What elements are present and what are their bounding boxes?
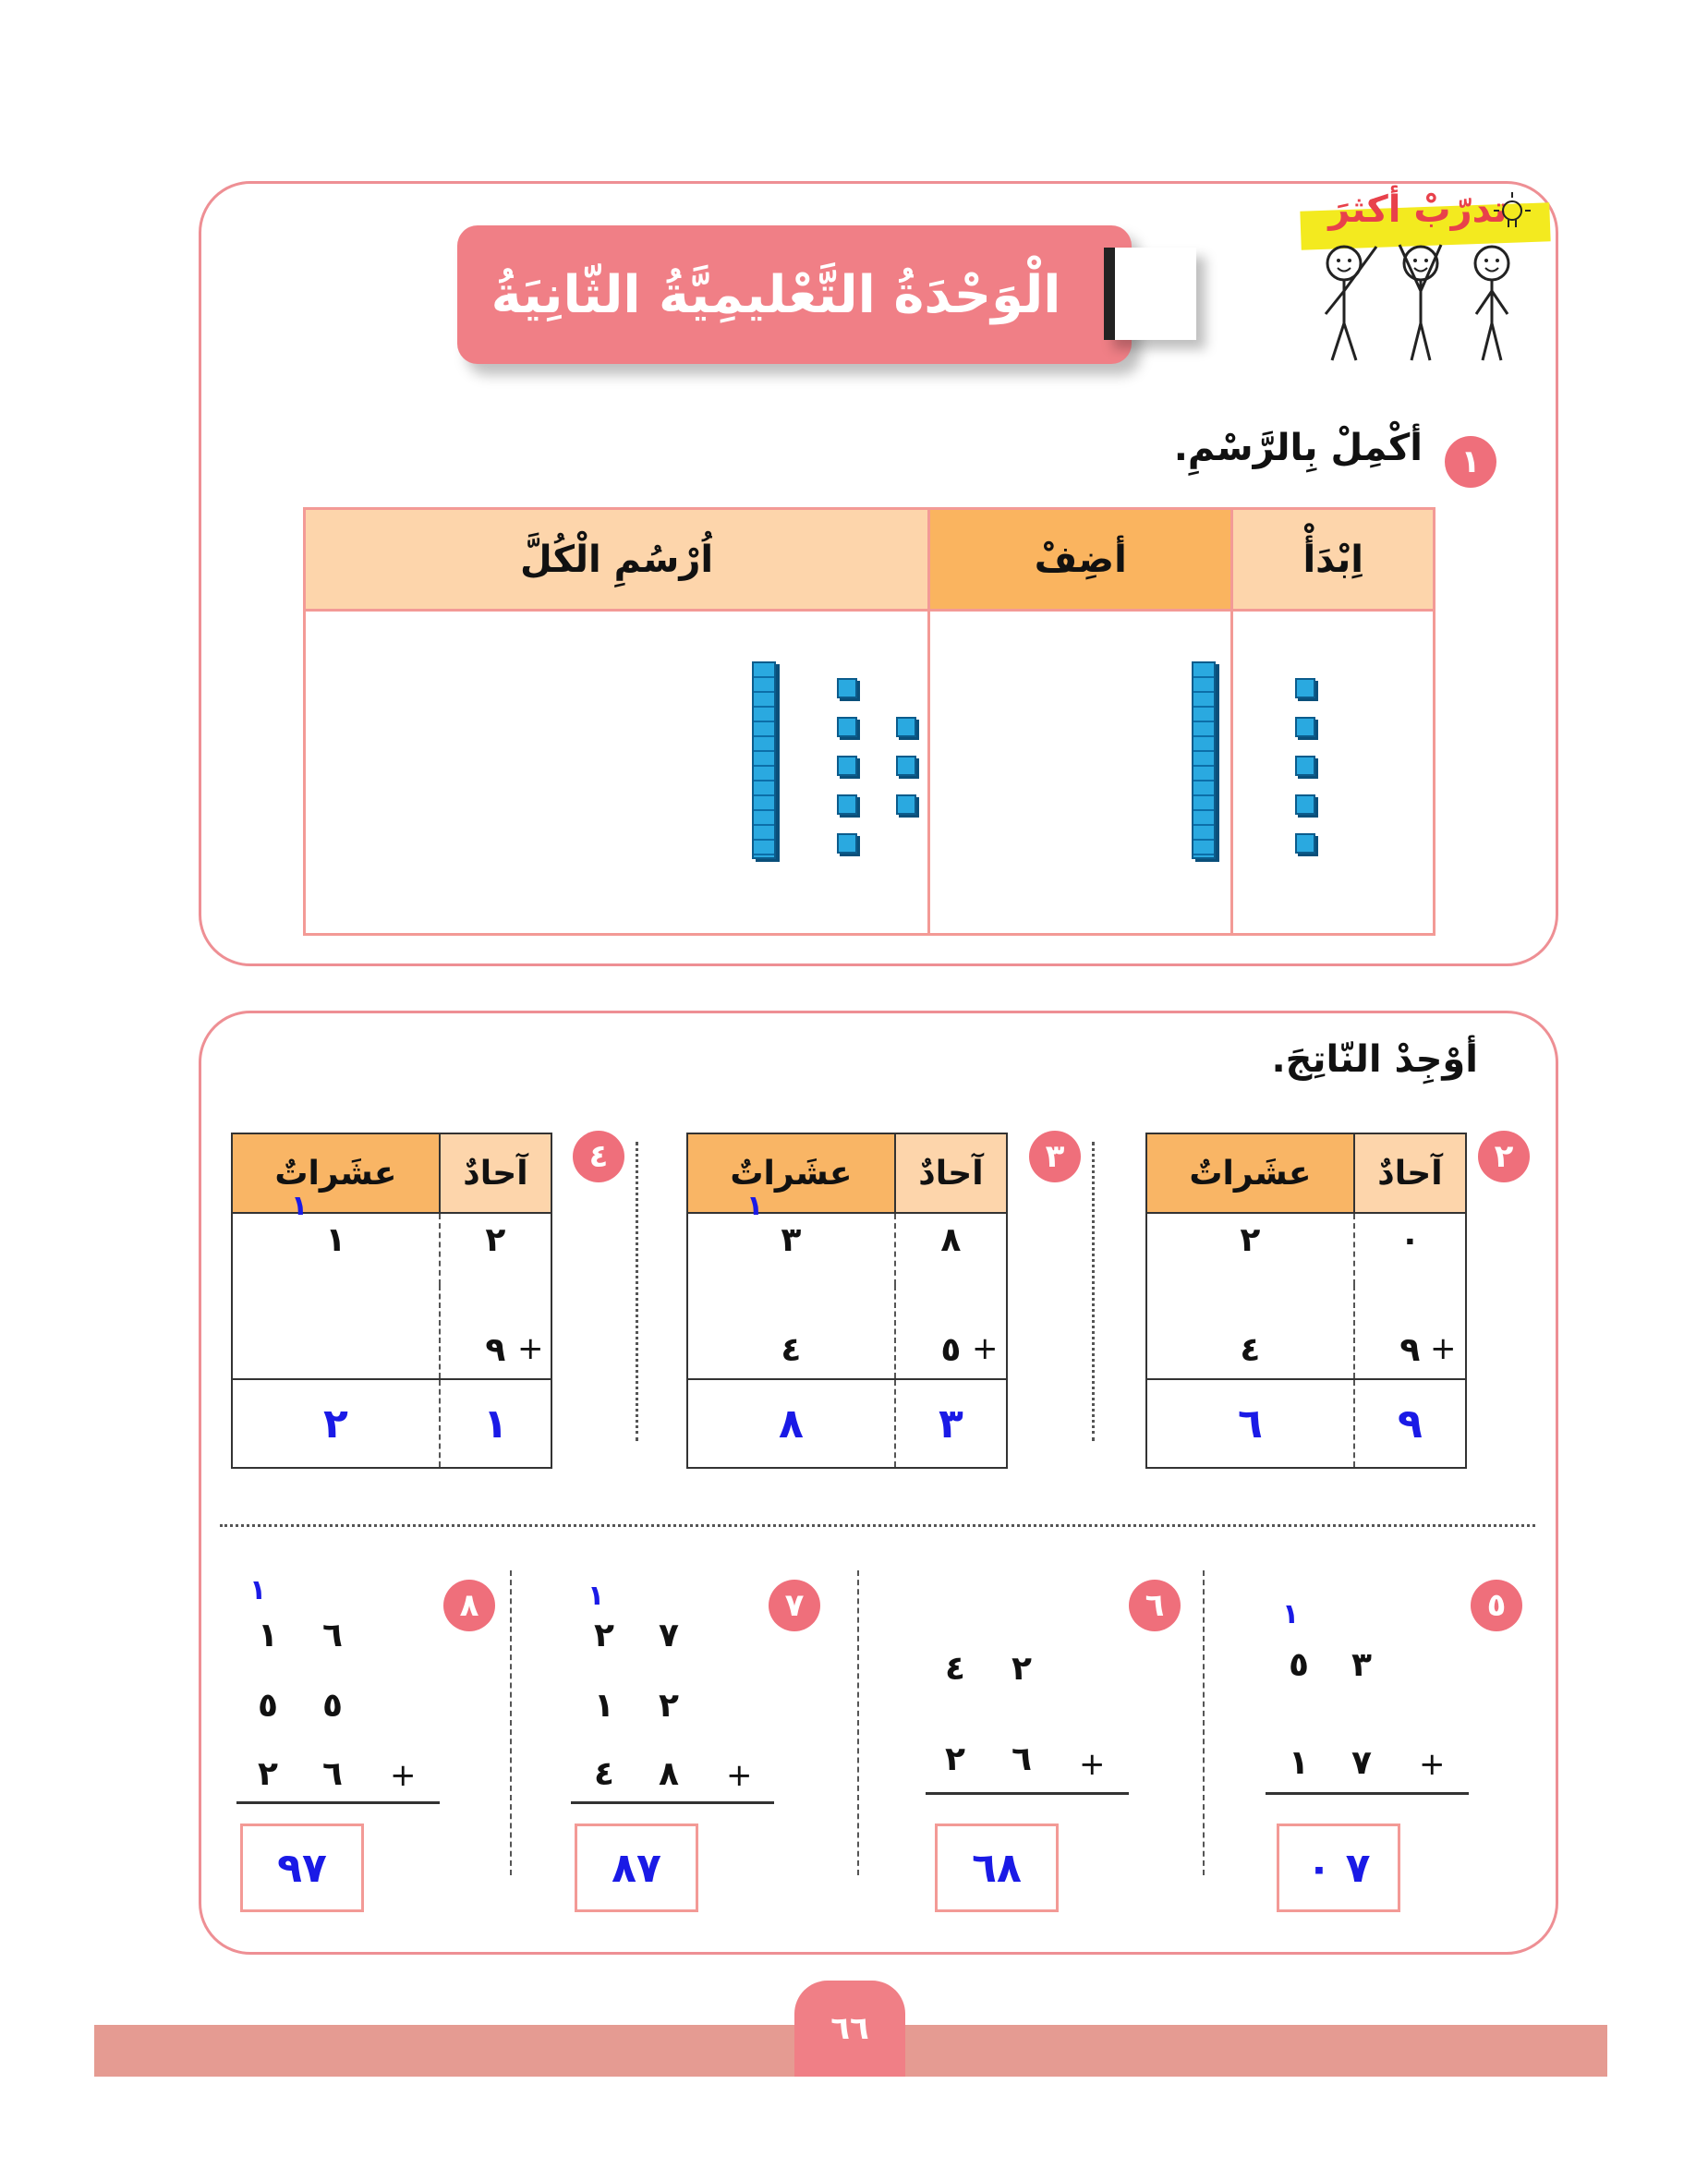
- ten-rod: [1192, 661, 1216, 859]
- q2-instruction: أوْجِدْ النّاتِجَ.: [1271, 1038, 1478, 1081]
- place-value-table: [231, 1133, 552, 1469]
- sum-line: [926, 1792, 1129, 1795]
- question-number-3: ٣: [1029, 1131, 1081, 1182]
- ones-digit: ٥: [322, 1687, 343, 1725]
- page-number: ٦٦: [794, 1981, 905, 2077]
- sum-line: [236, 1801, 440, 1804]
- unit-cube: [1295, 756, 1315, 776]
- place-value-table: [686, 1133, 1008, 1469]
- plus-sign: +: [1079, 1746, 1106, 1783]
- divider: [1203, 1570, 1205, 1875]
- question-number-4: ٤: [573, 1131, 624, 1182]
- plus-sign: +: [390, 1757, 417, 1794]
- tens-digit: ١: [1289, 1744, 1309, 1782]
- plus-sign: +: [972, 1330, 999, 1367]
- answer-box[interactable]: ٦٨: [935, 1824, 1059, 1912]
- start-cell: [1232, 611, 1435, 935]
- answer-ones[interactable]: ٣: [895, 1379, 1007, 1468]
- title-tab: [1104, 248, 1196, 340]
- unit-cube: [1295, 833, 1315, 854]
- ones-digit: ٢: [440, 1213, 551, 1285]
- divider: [510, 1570, 512, 1875]
- unit-title: الْوَحْدَةُ التَّعْليمِيَّةُ الثّانِيَةُ: [491, 264, 1061, 325]
- tens-header: عشَراتٌ: [687, 1133, 895, 1213]
- ones-digit: ٦: [322, 1755, 343, 1793]
- tens-digit: ٢: [594, 1617, 614, 1654]
- ones-digit: ٢: [659, 1687, 679, 1725]
- draw-area[interactable]: [305, 611, 929, 935]
- ones-header: آحادٌ: [1354, 1133, 1466, 1213]
- answer-box[interactable]: ٩٧: [240, 1824, 364, 1912]
- unit-cube: [837, 794, 857, 815]
- q1-table: [303, 507, 1435, 936]
- carry-digit: ١: [746, 1190, 764, 1222]
- divider: [636, 1142, 638, 1441]
- unit-cube: [837, 833, 857, 854]
- divider: [1092, 1142, 1095, 1441]
- tens-digit: ١: [325, 1221, 346, 1259]
- answer-tens[interactable]: ٦: [1146, 1379, 1354, 1468]
- answer-box[interactable]: ٧ ٠: [1277, 1824, 1400, 1912]
- answer-tens[interactable]: ٢: [232, 1379, 440, 1468]
- question-number-5: ٥: [1471, 1580, 1522, 1631]
- lightbulb-icon: [1489, 190, 1535, 236]
- carry-digit: ١: [249, 1574, 267, 1606]
- answer-box[interactable]: ٨٧: [575, 1824, 698, 1912]
- tens-digit: ٥: [1289, 1646, 1309, 1684]
- answer-ones[interactable]: ٩: [1354, 1379, 1466, 1468]
- tens-digit: ٢: [1240, 1221, 1261, 1259]
- unit-cube: [837, 717, 857, 737]
- answer-tens[interactable]: ٨: [687, 1379, 895, 1468]
- carry-digit: ١: [1282, 1598, 1300, 1630]
- tens-header: عشَراتٌ: [232, 1133, 440, 1213]
- practice-tag: تدرّبْ أكثرَ: [1328, 188, 1508, 231]
- tens-digit: ١: [594, 1687, 614, 1725]
- ones-header: آحادٌ: [440, 1133, 551, 1213]
- ones-digit: ٣: [1351, 1646, 1372, 1684]
- tens-header: عشَراتٌ: [1146, 1133, 1354, 1213]
- tens-digit: ٤: [1240, 1331, 1261, 1369]
- carry-digit: ١: [588, 1580, 605, 1612]
- section-divider: [220, 1524, 1535, 1527]
- tens-digit: ١: [258, 1617, 278, 1654]
- tens-digit: ٢: [258, 1755, 278, 1793]
- ones-digit: ٦: [1011, 1740, 1032, 1778]
- question-number-1: ١: [1445, 436, 1496, 488]
- sum-line: [1266, 1792, 1469, 1795]
- question-number-2: ٢: [1478, 1131, 1530, 1182]
- ones-digit: ٩: [440, 1285, 551, 1379]
- plus-sign: +: [517, 1330, 544, 1367]
- header-add: أضِفْ: [929, 509, 1232, 611]
- place-value-table: [1145, 1133, 1467, 1469]
- question-number-6: ٦: [1129, 1580, 1181, 1631]
- tens-digit: [232, 1285, 440, 1379]
- unit-cube: [1295, 717, 1315, 737]
- plus-sign: +: [1419, 1746, 1446, 1783]
- ones-digit: ٥: [895, 1285, 1007, 1379]
- ones-digit: ٢: [1011, 1650, 1032, 1688]
- unit-cube: [1295, 678, 1315, 698]
- unit-cube: [837, 756, 857, 776]
- answer-ones[interactable]: ١: [440, 1379, 551, 1468]
- unit-cube: [1295, 794, 1315, 815]
- tens-digit: ٤: [781, 1331, 802, 1369]
- unit-cube: [896, 794, 916, 815]
- ones-header: آحادٌ: [895, 1133, 1007, 1213]
- unit-cube: [896, 717, 916, 737]
- ones-digit: ٦: [322, 1617, 343, 1654]
- tens-digit: ٢: [945, 1740, 965, 1778]
- ones-digit: ٨: [895, 1213, 1007, 1285]
- q1-instruction: أكْمِلْ بِالرَّسْمِ.: [1173, 427, 1423, 469]
- add-cell: [929, 611, 1232, 935]
- plus-sign: +: [1430, 1330, 1457, 1367]
- unit-cube: [896, 756, 916, 776]
- ones-digit: ٧: [659, 1617, 679, 1654]
- header-draw-whole: اُرْسُمِ الْكُلَّ: [305, 509, 929, 611]
- ones-digit: ٠: [1354, 1213, 1466, 1285]
- ones-digit: ٨: [659, 1755, 679, 1793]
- ten-rod: [752, 661, 776, 859]
- question-number-7: ٧: [769, 1580, 820, 1631]
- sum-line: [571, 1801, 774, 1804]
- ones-digit: ٩: [1354, 1285, 1466, 1379]
- plus-sign: +: [726, 1757, 753, 1794]
- unit-cube: [837, 678, 857, 698]
- carry-digit: ١: [291, 1190, 309, 1222]
- divider: [857, 1570, 859, 1875]
- stick-figures-illustration: [1312, 236, 1524, 365]
- tens-digit: ٥: [258, 1687, 278, 1725]
- tens-digit: ٤: [594, 1755, 614, 1793]
- question-number-8: ٨: [443, 1580, 495, 1631]
- tens-digit: ٣: [781, 1221, 802, 1259]
- ones-digit: ٧: [1351, 1744, 1372, 1782]
- header-start: اِبْدَأْ: [1232, 509, 1435, 611]
- tens-digit: ٤: [945, 1650, 965, 1688]
